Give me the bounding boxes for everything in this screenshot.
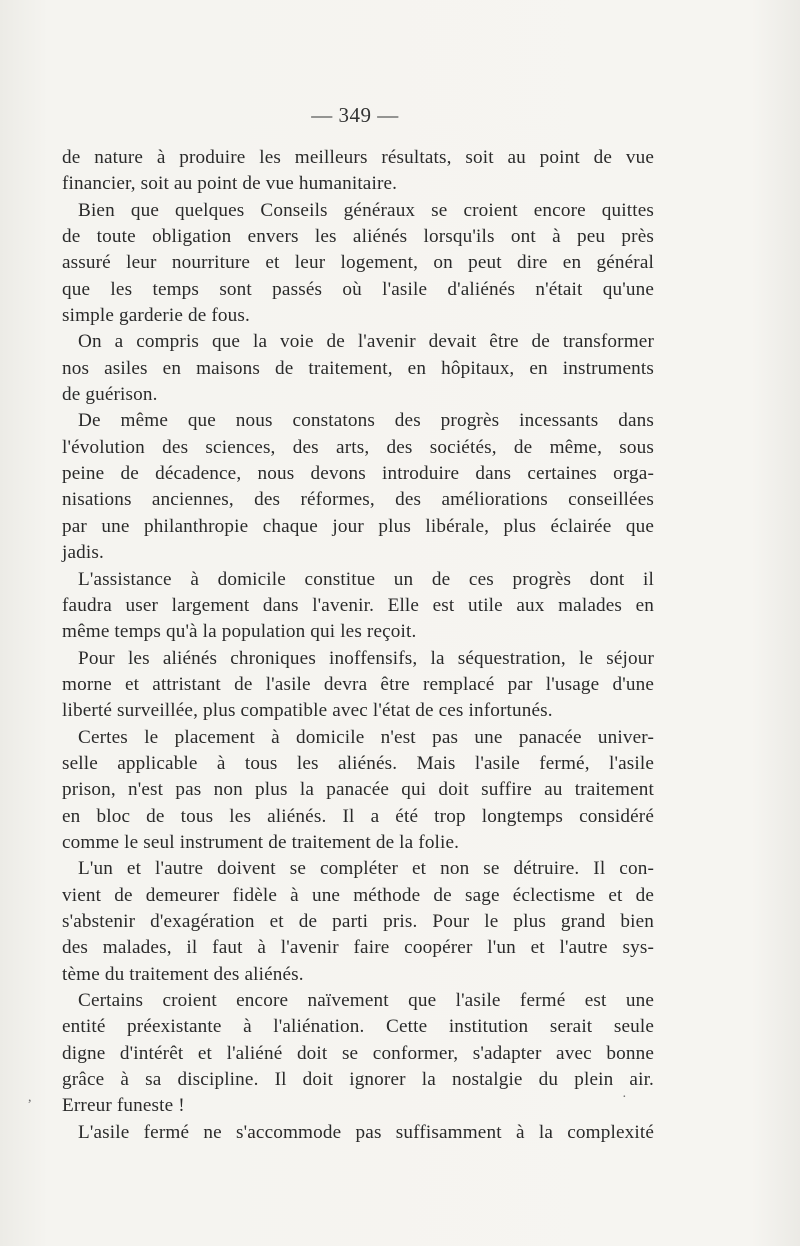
text-line: L'assistance à domicile constitue un de ces progrès dont il: [78, 568, 654, 590]
text-line: morne et attristant de l'asile devra être remplacé par l'usage d'une: [62, 673, 654, 695]
text-line: L'un et l'autre doivent se compléter et non se détruire. Il con-: [78, 858, 654, 880]
text-line: digne d'intérêt et l'aliéné doit se conformer, s'adapter avec bonne: [62, 1042, 654, 1064]
text-line: Certains croient encore naïvement que l'asile fermé est une: [78, 990, 654, 1011]
text-line: vient de demeurer fidèle à une méthode de sage éclectisme et de: [62, 884, 654, 906]
scan-speck: ,: [28, 1090, 32, 1105]
text-line: jadis.: [62, 542, 104, 564]
text-line: en bloc de tous les aliénés. Il a été trop longtemps considéré: [62, 805, 654, 827]
text-line: des malades, il faut à l'avenir faire coopérer l'un et l'autre sys-: [62, 937, 654, 959]
page-number: — 349 —: [311, 103, 399, 127]
text-line: comme le seul instrument de traitement de la folie.: [62, 831, 460, 853]
text-line: nos asiles en maisons de traitement, en hôpitaux, en instruments: [62, 357, 654, 379]
text-line: Bien que quelques Conseils généraux se croient encore quittes: [78, 199, 654, 221]
text-line: entité préexistante à l'aliénation. Cette institution serait seule: [62, 1016, 654, 1038]
text-line: de toute obligation envers les aliénés lorsqu'ils ont à peu près: [62, 226, 654, 248]
paragraph-7: [62, 725, 654, 857]
text-line: faudra user largement dans l'avenir. Elle est utile aux malades en: [62, 594, 654, 616]
text-line: par une philanthropie chaque jour plus libérale, plus éclairée que: [62, 515, 654, 537]
text-line: assuré leur nourriture et leur logement, on peut dire en général: [62, 252, 654, 274]
text-line: tème du traitement des aliénés.: [62, 963, 304, 985]
text-line: selle applicable à tous les aliénés. Mais l'asile fermé, l'asile: [62, 752, 654, 774]
text-line: L'asile fermé ne s'accommode pas suffisamment à la complexité: [78, 1121, 654, 1143]
paragraph-10: [62, 1120, 654, 1146]
text-line: simple garderie de fous.: [62, 305, 250, 327]
paragraph-1: [62, 145, 654, 198]
text-line: prison, n'est pas non plus la panacée qui doit suffire au traitement: [62, 779, 654, 801]
text-line: peine de décadence, nous devons introduire dans certaines orga-: [62, 463, 654, 485]
paragraph-6: [62, 646, 654, 725]
text-line: de guérison.: [62, 384, 158, 406]
text-line: de nature à produire les meilleurs résultats, soit au point de vue: [62, 147, 654, 168]
scan-speck: ·: [622, 1090, 627, 1105]
text-line: Erreur funeste !: [62, 1095, 185, 1117]
text-line: liberté surveillée, plus compatible avec l'état de ces infortunés.: [62, 700, 553, 722]
paragraph-8: [62, 856, 654, 988]
paragraph-4: [62, 408, 654, 566]
text-line: grâce à sa discipline. Il doit ignorer la nostalgie du plein air.: [62, 1069, 654, 1091]
text-line: De même que nous constatons des progrès incessants dans: [78, 410, 654, 432]
paragraph-2: [62, 198, 654, 330]
text-line: même temps qu'à la population qui les reçoit.: [62, 621, 417, 643]
text-line: On a compris que la voie de l'avenir devait être de transformer: [78, 331, 654, 353]
text-line: nisations anciennes, des réformes, des améliorations conseillées: [62, 489, 654, 511]
text-line: que les temps sont passés où l'asile d'aliénés n'était qu'une: [62, 278, 654, 300]
text-line: Certes le placement à domicile n'est pas une panacée univer-: [78, 726, 654, 748]
text-line: Pour les aliénés chroniques inoffensifs, la séquestration, le séjour: [78, 647, 654, 669]
body-text: [62, 145, 654, 1146]
text-line: s'abstenir d'exagération et de parti pris. Pour le plus grand bien: [62, 910, 654, 932]
text-line: l'évolution des sciences, des arts, des sociétés, de même, sous: [62, 436, 654, 458]
paragraph-9: [62, 988, 654, 1120]
text-line: financier, soit au point de vue humanitaire.: [62, 173, 398, 195]
paragraph-3: [62, 329, 654, 408]
paragraph-5: [62, 567, 654, 646]
